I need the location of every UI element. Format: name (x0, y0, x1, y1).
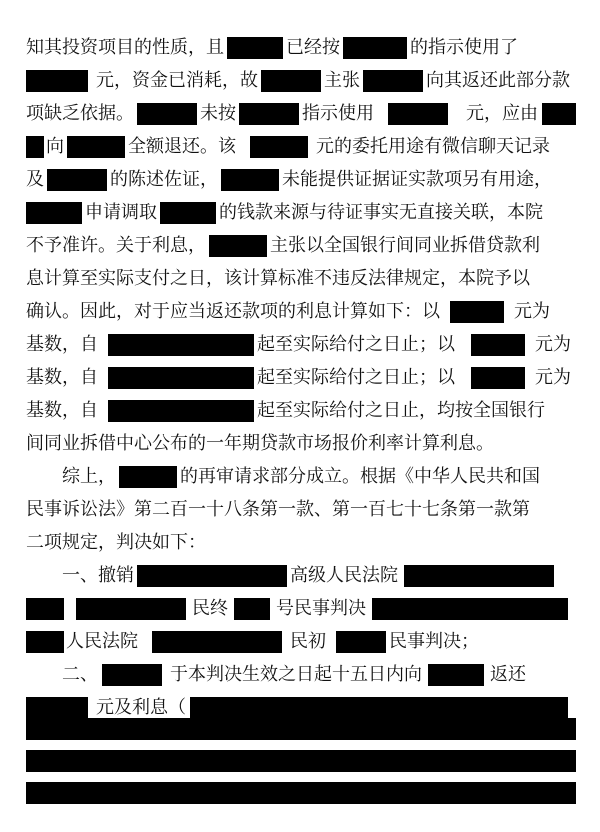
redaction-box (336, 631, 386, 653)
text-segment: 已经按 (286, 37, 340, 58)
text-segment: 二项规定，判决如下： (26, 532, 206, 553)
redaction-box (137, 565, 287, 587)
redaction-box (372, 598, 568, 620)
redaction-box (26, 136, 44, 158)
redaction-box (76, 598, 186, 620)
text-line-12 (26, 397, 545, 424)
redaction-box (26, 202, 82, 224)
text-segment: 民事诉讼法》第二百一十八条第一款、第一百七十七条第一款第 (26, 499, 530, 520)
redaction-box (209, 235, 267, 257)
text-segment: 一、撤销 (62, 565, 134, 586)
text-segment: 的陈述佐证， (110, 169, 218, 190)
redaction-box (227, 37, 283, 59)
text-line-18 (26, 595, 568, 622)
text-segment: 高级人民法院 (290, 565, 398, 586)
text-segment: 间同业拆借中心公布的一年期贷款市场报价利率计算利息。 (26, 433, 494, 454)
text-segment: 综上， (62, 466, 116, 487)
text-segment: 返还 (490, 664, 526, 685)
text-segment: 元为 (535, 367, 571, 388)
redaction-box (343, 37, 407, 59)
redaction-bar (26, 718, 576, 740)
text-segment: 二、 (62, 664, 98, 685)
redaction-box (108, 400, 254, 422)
redaction-box (108, 367, 254, 389)
redaction-box (67, 136, 125, 158)
text-line-14 (62, 463, 540, 490)
text-segment: 起至实际给付之日止；以 (257, 334, 455, 355)
redaction-box (234, 598, 270, 620)
text-segment: 向 (46, 136, 64, 157)
text-line-13 (26, 430, 494, 457)
text-line-16 (26, 529, 206, 556)
text-segment: 民事判决； (389, 631, 479, 652)
text-line-5 (26, 166, 552, 193)
text-segment: 元，应由 (466, 103, 538, 124)
text-segment: 起至实际给付之日止；以 (257, 367, 455, 388)
text-segment: 申请调取 (85, 202, 157, 223)
redaction-bar (26, 782, 576, 804)
text-segment: 的钱款来源与待证事实无直接关联，本院 (219, 202, 543, 223)
text-line-15 (26, 496, 530, 523)
text-segment: 民终 (192, 598, 228, 619)
redaction-box (26, 70, 88, 92)
text-segment: 的指示使用了 (410, 37, 518, 58)
text-segment: 指示使用 (302, 103, 374, 124)
text-segment: 息计算至实际支付之日，该计算标准不违反法律规定，本院予以 (26, 268, 530, 289)
text-line-7 (26, 232, 540, 259)
text-segment: 民初 (290, 631, 326, 652)
redaction-box (261, 70, 321, 92)
redaction-box (428, 664, 484, 686)
redaction-box (404, 565, 554, 587)
redaction-bar (26, 750, 576, 772)
text-segment: 基数，自 (26, 400, 98, 421)
redaction-box (190, 697, 568, 719)
text-segment: 不予准许。关于利息， (26, 235, 206, 256)
text-line-11 (26, 364, 571, 391)
text-segment: 主张 (324, 70, 360, 91)
text-segment: 号民事判决 (276, 598, 366, 619)
redaction-box (471, 367, 525, 389)
text-line-8 (26, 265, 530, 292)
text-segment: 元，资金已消耗，故 (96, 70, 258, 91)
text-segment: 全额退还。该 (128, 136, 236, 157)
redaction-box (221, 169, 279, 191)
text-line-1 (26, 34, 518, 61)
text-segment: 元及利息（ (96, 697, 186, 718)
text-line-3 (26, 100, 576, 127)
redaction-box (160, 202, 216, 224)
text-segment: 知其投资项目的性质，且 (26, 37, 224, 58)
text-line-17 (62, 562, 554, 589)
redaction-box (388, 103, 448, 125)
text-segment: 元为 (514, 301, 550, 322)
text-segment: 基数，自 (26, 334, 98, 355)
redaction-box (119, 466, 177, 488)
redaction-box (137, 103, 197, 125)
text-line-6 (26, 199, 543, 226)
redaction-box (250, 136, 308, 158)
text-line-2 (26, 67, 570, 94)
redaction-box (152, 631, 282, 653)
text-segment: 项缺乏依据。 (26, 103, 134, 124)
text-segment: 未能提供证据证实款项另有用途， (282, 169, 552, 190)
text-segment: 人民法院 (66, 631, 138, 652)
text-line-20 (62, 661, 526, 688)
redaction-box (102, 664, 162, 686)
redaction-box (471, 334, 525, 356)
text-segment: 未按 (200, 103, 236, 124)
text-line-10 (26, 331, 571, 358)
text-segment: 基数，自 (26, 367, 98, 388)
text-segment: 于本判决生效之日起十五日内向 (170, 664, 422, 685)
redaction-box (47, 169, 107, 191)
text-segment: 及 (26, 169, 44, 190)
text-line-4 (26, 133, 550, 160)
redaction-box (363, 70, 423, 92)
text-segment: 主张以全国银行间同业拆借贷款利 (270, 235, 540, 256)
text-segment: 元为 (535, 334, 571, 355)
text-segment: 确认。因此，对于应当返还款项的利息计算如下：以 (26, 301, 440, 322)
redaction-box (26, 598, 64, 620)
text-segment: 起至实际给付之日止，均按全国银行 (257, 400, 545, 421)
text-line-9 (26, 298, 550, 325)
text-segment: 元的委托用途有微信聊天记录 (316, 136, 550, 157)
redaction-box (239, 103, 299, 125)
redaction-box (26, 631, 64, 653)
text-line-21 (26, 694, 568, 721)
text-line-19 (26, 628, 479, 655)
redaction-box (108, 334, 254, 356)
redaction-box (26, 697, 88, 719)
text-segment: 向其返还此部分款 (426, 70, 570, 91)
redaction-box (542, 103, 576, 125)
text-segment: 的再审请求部分成立。根据《中华人民共和国 (180, 466, 540, 487)
redaction-box (450, 301, 504, 323)
